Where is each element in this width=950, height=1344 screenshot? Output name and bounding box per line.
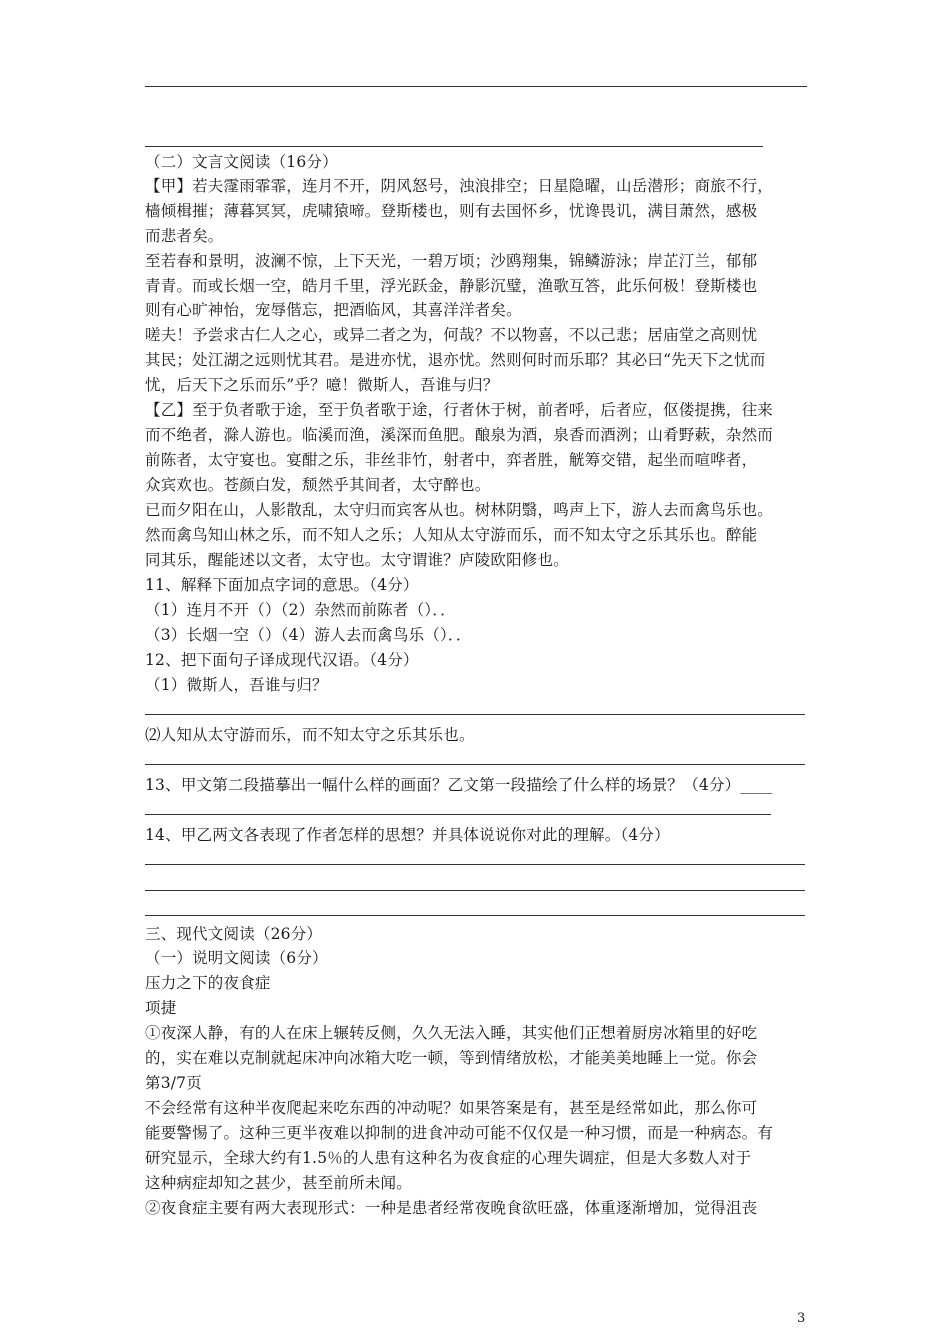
article-line: 的，实在难以克制就起床冲向冰箱大吃一顿，等到情绪放松，才能美美地睡上一觉。你会 [145,1049,758,1067]
answer-line[interactable] [145,814,771,815]
article-line: 这种病症却知之甚少，甚至前所未闻。 [145,1174,412,1192]
answer-line[interactable] [145,86,807,87]
answer-line[interactable] [145,146,763,147]
article-title: 压力之下的夜食症 [145,974,271,992]
question-12-item: ⑵人知从太守游而乐，而不知太守之乐其乐也。 [145,726,475,744]
answer-line[interactable] [145,890,805,891]
question-11: 11、解释下面加点字词的意思。（4分） [145,576,419,594]
passage-line: 忧，后天下之乐而乐”乎？噫！微斯人，吾谁与归？ [145,376,499,394]
passage-line: 而不绝者，滁人游也。临溪而渔，溪深而鱼肥。酿泉为酒，泉香而酒洌；山肴野蔌，杂然而 [145,426,774,444]
answer-line[interactable] [145,714,805,715]
passage-line: 【乙】至于负者歌于途，至于负者歌于途，行者休于树，前者呼，后者应，伛偻提携，往来 [145,401,774,419]
question-11-row: （1）连月不开（）（2）杂然而前陈者（）．． [145,601,456,619]
answer-line[interactable] [145,764,805,765]
question-12-item: （1）微斯人，吾谁与归？ [145,676,328,694]
passage-line: 樯倾楫摧；薄暮冥冥，虎啸猿啼。登斯楼也，则有去国怀乡，忧谗畏讥，满目萧然，感极 [145,202,758,220]
section-heading: 三、现代文阅读（26分） [145,925,323,943]
passage-line: 前陈者，太守宴也。宴酣之乐，非丝非竹，射者中，弈者胜，觥筹交错，起坐而喧哗者， [145,451,758,469]
passage-line: 青青。而或长烟一空，皓月千里，浮光跃金，静影沉璧，渔歌互答，此乐何极！登斯楼也 [145,277,758,295]
section-heading: （二）文言文阅读（16分） [145,153,338,171]
article-line: ①夜深人静，有的人在床上辗转反侧，久久无法入睡，其实他们正想着厨房冰箱里的好吃 [145,1024,758,1042]
page-footer: 第3/7页 [145,1074,202,1092]
article-line: ②夜食症主要有两大表现形式：一种是患者经常夜晚食欲旺盛，体重逐渐增加，觉得沮丧 [145,1199,758,1217]
sub-heading: （一）说明文阅读（6分） [145,949,328,967]
article-author: 项捷 [145,999,177,1017]
article-line: 不会经常有这种半夜爬起来吃东西的冲动呢？如果答案是有，甚至是经常如此，那么你可 [145,1099,758,1117]
passage-line: 然而禽鸟知山林之乐，而不知人之乐；人知从太守游而乐，而不知太守之乐其乐也。醉能 [145,526,758,544]
question-14: 14、甲乙两文各表现了作者怎样的思想？并具体说说你对此的理解。（4分） [145,826,670,844]
passage-line: 则有心旷神怡，宠辱偕忘，把酒临风，其喜洋洋者矣。 [145,301,522,319]
question-11-row: （3）长烟一空（）（4）游人去而禽鸟乐（）．． [145,626,472,644]
passage-line: 已而夕阳在山，人影散乱，太守归而宾客从也。树林阴翳，鸣声上下，游人去而禽鸟乐也。 [145,501,774,519]
passage-line: 至若春和景明，波澜不惊，上下天光，一碧万顷；沙鸥翔集，锦鳞游泳；岸芷汀兰，郁郁 [145,252,758,270]
answer-line[interactable] [145,864,805,865]
question-13: 13、甲文第二段描摹出一幅什么样的画面？乙文第一段描绘了什么样的场景？（4分）____ [145,776,773,794]
passage-line: 【甲】若夫霪雨霏霏，连月不开，阴风怒号，浊浪排空；日星隐曜，山岳潜形；商旅不行， [145,177,774,195]
passage-line: 众宾欢也。苍颜白发，颓然乎其间者，太守醉也。 [145,476,491,494]
page-number: 3 [797,1311,806,1326]
passage-line: 其民；处江湖之远则忧其君。是进亦忧，退亦忧。然则何时而乐耶？其必曰“先天下之忧而 [145,351,766,369]
question-12: 12、把下面句子译成现代汉语。（4分） [145,651,419,669]
article-line: 能要警惕了。这种三更半夜难以抑制的进食冲动可能不仅仅是一种习惯，而是一种病态。有 [145,1124,774,1142]
passage-line: 同其乐，醒能述以文者，太守也。太守谓谁？庐陵欧阳修也。 [145,551,569,569]
article-line: 研究显示，全球大约有1.5％的人患有这种名为夜食症的心理失调症，但是大多数人对于 [145,1149,752,1167]
passage-line: 嗟夫！予尝求古仁人之心，或异二者之为，何哉？不以物喜，不以己悲；居庙堂之高则忧 [145,326,758,344]
passage-line: 而悲者矣。 [145,227,224,245]
answer-line[interactable] [145,915,805,916]
